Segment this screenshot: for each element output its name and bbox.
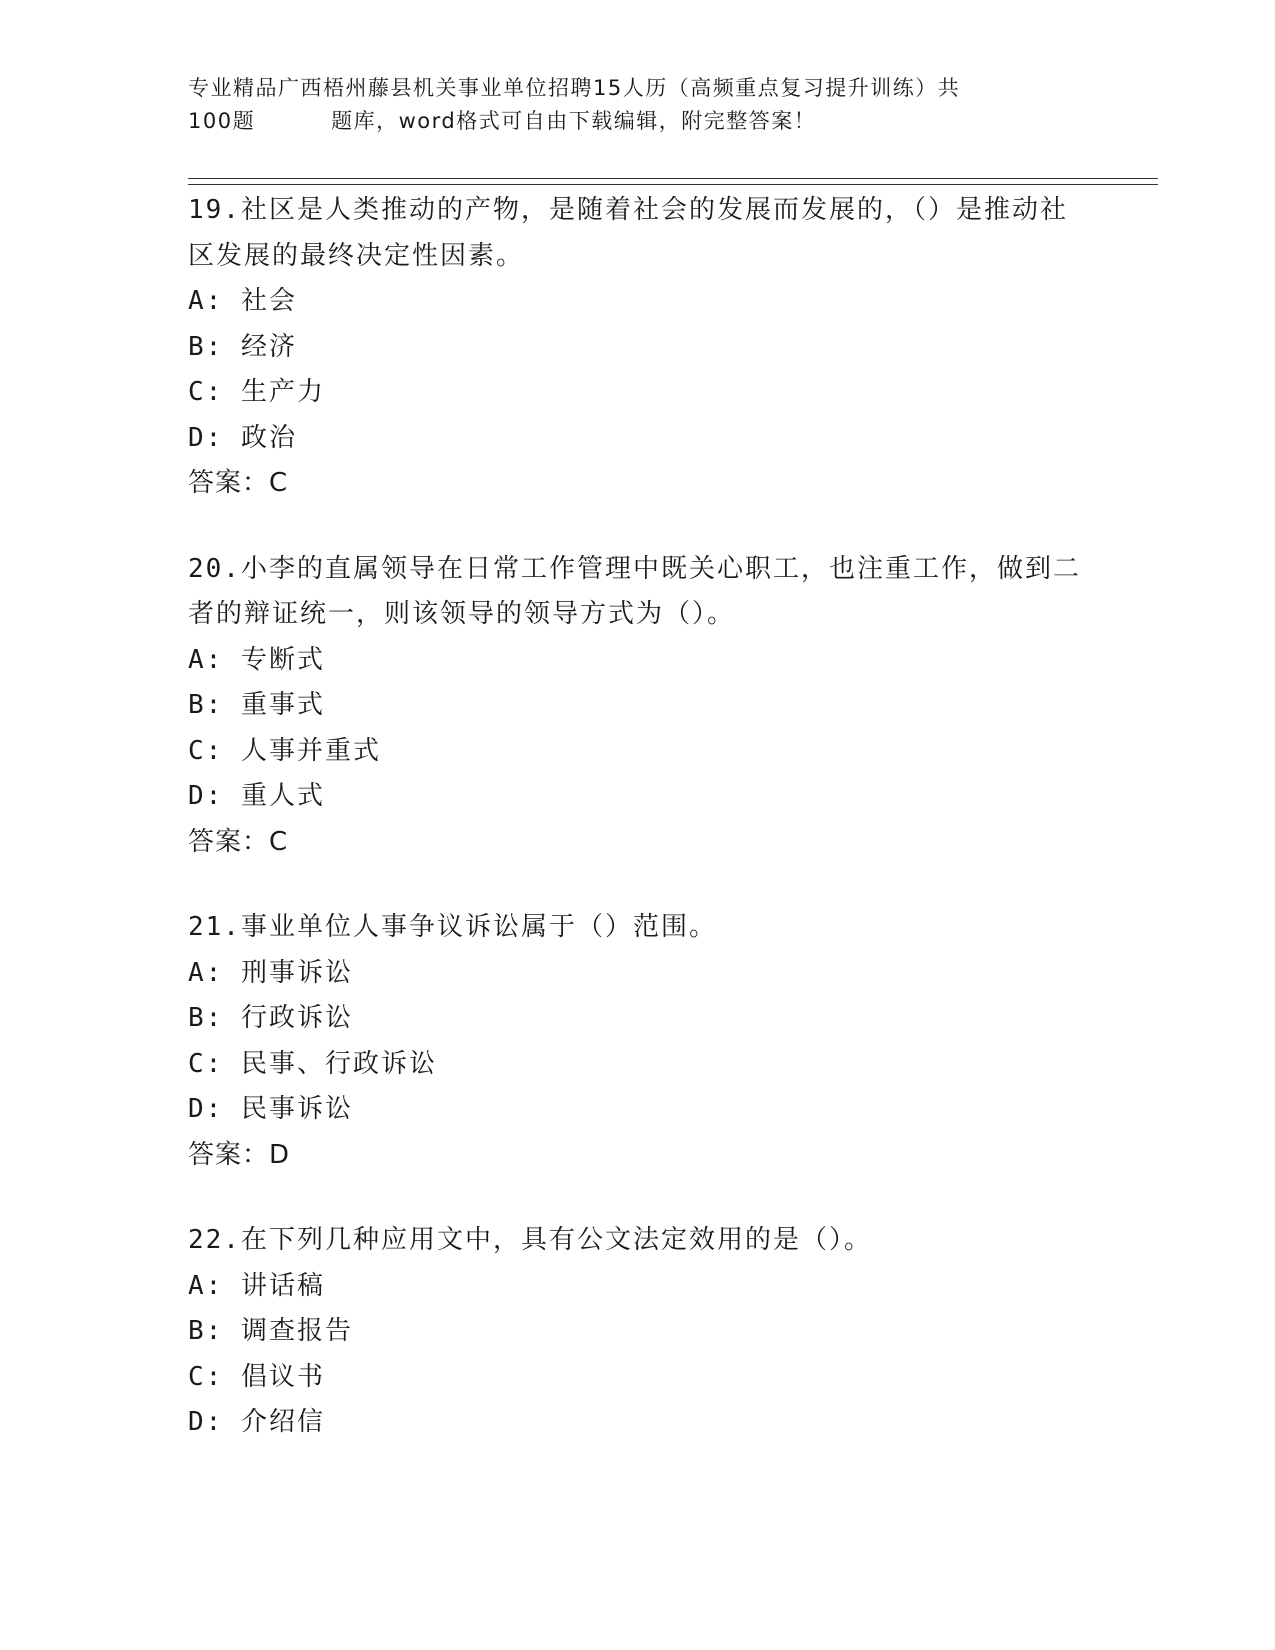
header-title-line-2 xyxy=(188,105,1088,138)
option-a: A: 社会 xyxy=(188,286,297,316)
question-stem: 22.在下列几种应用文中，具有公文法定效用的是（）。 xyxy=(188,1225,872,1255)
question-20 xyxy=(188,547,1088,866)
answer-line: 答案：D xyxy=(188,1139,291,1170)
option-d: D: 民事诉讼 xyxy=(188,1094,353,1124)
question-list xyxy=(188,188,1088,1486)
document-header xyxy=(188,72,1088,138)
option-b: B: 重事式 xyxy=(188,690,325,720)
option-b: B: 行政诉讼 xyxy=(188,1003,353,1033)
header-question-count: 100题 xyxy=(188,109,256,133)
option-d: D: 介绍信 xyxy=(188,1407,325,1437)
option-b: B: 经济 xyxy=(188,331,297,362)
option-a: A: 刑事诉讼 xyxy=(188,957,353,988)
question-stem: 19.社区是人类推动的产物，是随着社会的发展而发展的，（）是推动社区发展的最终决定性因素。 xyxy=(188,195,1068,271)
question-19 xyxy=(188,188,1088,507)
option-d: D: 重人式 xyxy=(188,781,325,811)
option-d: D: 政治 xyxy=(188,422,297,453)
option-a: A: 专断式 xyxy=(188,644,325,675)
option-c: C: 生产力 xyxy=(188,377,325,407)
option-c: C: 人事并重式 xyxy=(188,735,381,766)
option-a: A: 讲话稿 xyxy=(188,1270,325,1301)
option-c: C: 倡议书 xyxy=(188,1361,325,1392)
header-divider-top xyxy=(188,178,1158,179)
option-b: B: 调查报告 xyxy=(188,1316,353,1346)
answer-line: 答案：C xyxy=(188,468,289,498)
option-c: C: 民事、行政诉讼 xyxy=(188,1048,437,1079)
question-22 xyxy=(188,1218,1088,1446)
question-stem: 21.事业单位人事争议诉讼属于（）范围。 xyxy=(188,912,717,942)
header-title-line-1: 专业精品广西梧州藤县机关事业单位招聘15人历（高频重点复习提升训练）共 xyxy=(188,76,961,100)
header-description: 题库，word格式可自由下载编辑，附完整答案！ xyxy=(331,109,817,133)
question-21 xyxy=(188,905,1088,1178)
answer-line: 答案：C xyxy=(188,826,289,857)
header-divider-bottom xyxy=(188,184,1158,185)
question-stem: 20.小李的直属领导在日常工作管理中既关心职工，也注重工作，做到二者的辩证统一，则该领导的领导方式为（）。 xyxy=(188,553,1081,629)
